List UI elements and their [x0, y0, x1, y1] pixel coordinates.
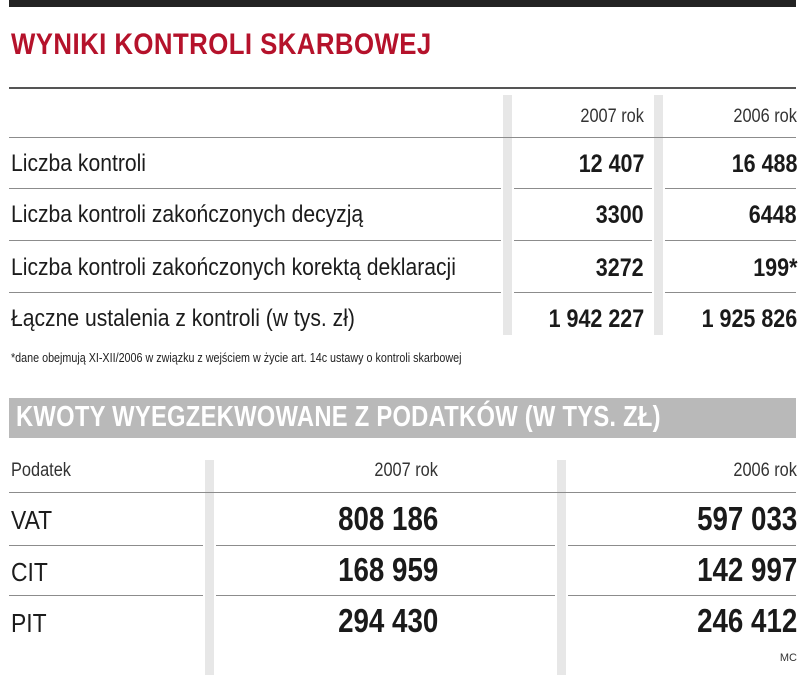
table1-cell-2006: 16 488	[731, 150, 797, 178]
table1-cell-2007: 12 407	[578, 150, 644, 178]
table2-row-label: PIT	[11, 608, 47, 638]
table1-cell-2006: 1 925 826	[701, 305, 797, 333]
table1-row-separator	[665, 292, 796, 293]
table2-row-label: CIT	[11, 557, 48, 587]
author-credit: MC	[779, 652, 797, 664]
table2-header-tax: Podatek	[11, 460, 71, 481]
table2-row-separator	[216, 545, 555, 546]
table1-cell-2007: 3272	[596, 254, 644, 282]
table1-header-2007: 2007 rok	[580, 106, 644, 127]
table1-row-label: Liczba kontroli zakończonych korektą deklaracji	[11, 254, 456, 281]
table1-row-label: Liczba kontroli zakończonych decyzją	[11, 201, 364, 228]
table2-cell-2006: 246 412	[696, 602, 797, 639]
table1-header-2006: 2006 rok	[733, 106, 797, 127]
table1-cell-2006: 6448	[749, 201, 797, 229]
table1-row-separator	[9, 292, 501, 293]
table2-row-separator	[568, 545, 796, 546]
table1-row-separator	[514, 240, 652, 241]
table1-title: WYNIKI KONTROLI SKARBOWEJ	[11, 28, 432, 61]
table1-row-separator	[665, 188, 796, 189]
table2-row-separator	[216, 595, 555, 596]
table2-row-label: VAT	[11, 505, 53, 535]
table1-row-label: Liczba kontroli	[11, 150, 147, 177]
title-rule	[9, 87, 796, 89]
table2-cell-2006: 142 997	[696, 551, 797, 588]
table1-row-separator	[514, 188, 652, 189]
table1-row-separator	[9, 137, 796, 138]
table2-header-2006: 2006 rok	[733, 460, 797, 481]
table2-cell-2006: 597 033	[696, 500, 797, 537]
table1-row-separator	[9, 188, 501, 189]
table2-row-separator	[9, 595, 203, 596]
table1-col-divider-2007	[503, 95, 512, 335]
table2-title: KWOTY WYEGZEKWOWANE Z PODATKÓW (W TYS. ZŁ)	[16, 401, 661, 433]
table1-row-label: Łączne ustalenia z kontroli (w tys. zł)	[11, 305, 355, 332]
table2-row-separator	[9, 545, 203, 546]
table2-header-2007: 2007 rok	[374, 460, 438, 481]
table2-cell-2007: 294 430	[337, 602, 438, 639]
table1-row-separator	[665, 240, 796, 241]
top-rule	[9, 0, 796, 7]
table1-row-separator	[9, 240, 501, 241]
table2-row-separator	[9, 492, 796, 493]
table2-cell-2007: 808 186	[337, 500, 438, 537]
table1-cell-2006: 199*	[752, 254, 797, 282]
table1-cell-2007: 1 942 227	[548, 305, 644, 333]
table2-cell-2007: 168 959	[337, 551, 438, 588]
table1-col-divider-2006	[654, 95, 663, 335]
table1-footnote: *dane obejmują XI-XII/2006 w związku z wejściem w życie art. 14c ustawy o kontroli skarbowej	[11, 351, 462, 365]
table2-row-separator	[568, 595, 796, 596]
table1-cell-2007: 3300	[596, 201, 644, 229]
table1-row-separator	[514, 292, 652, 293]
